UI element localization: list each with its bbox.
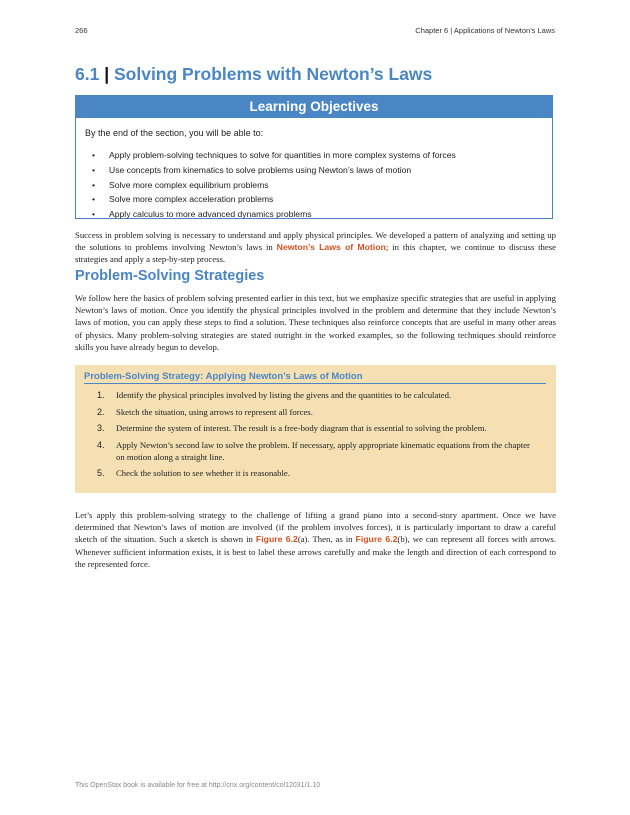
section-title-text: Solving Problems with Newton’s Laws [113,64,433,84]
strategy-box [75,365,556,493]
intro-paragraph: Success in problem solving is necessary to understand and apply physical principles. We developed a pattern of analyzing and setting up the solutions to problems involving Newton’s laws in Newton’s Laws of Motion; in this chapter, we continue to discuss these strategies and apply a step-by-step process. [75,230,556,265]
list-item: • Solve more complex acceleration problems [92,192,456,207]
figure-6-2-link[interactable]: Figure 6.2 [355,534,398,545]
learning-objectives-box [75,95,553,219]
section-title [75,64,432,85]
list-item: 4. Apply Newton’s second law to solve the problem. If necessary, apply appropriate kinematic equations from the chapter on motion along a straight line. [97,439,530,462]
subheading: Problem-Solving Strategies [75,268,265,284]
page-footer: This OpenStax book is available for free at http://cnx.org/content/col12031/1.10 [75,782,321,789]
strategy-steps [97,389,537,484]
page-number: 266 [75,26,88,35]
list-item: 3. Determine the system of interest. The result is a free-body diagram that is essential to solving the problem. [97,423,487,433]
learning-objectives-heading: Learning Objectives [76,96,552,118]
bullet-icon: • [92,194,96,205]
bullet-icon: • [92,209,96,220]
newtons-laws-link[interactable]: Newton’s Laws of Motion [276,242,386,253]
list-item: • Apply problem-solving techniques to solve for quantities in more complex systems of forces [92,148,456,163]
strategies-paragraph: We follow here the basics of problem solving presented earlier in this text, but we emphasize specific strategies that are useful in applying Newton’s laws of motion. Once you identify the physical principles involved in the problem and determine that they include Newton’s laws of motion, you can apply these steps to find a solution. These techniques also reinforce concepts that are useful in many other areas of physics. Many problem-solving strategies are stated outright in the worked examples, so the following techniques should reinforce skills you have already begun to develop. [75,293,556,352]
list-item: • Apply calculus to more advanced dynamics problems [92,207,456,222]
learning-objectives-list [92,148,456,222]
bullet-icon: • [92,150,96,160]
strategy-title: Problem-Solving Strategy: Applying Newton’s Laws of Motion [84,371,546,384]
closing-paragraph: Let’s apply this problem-solving strategy to the challenge of lifting a grand piano into a second-story apartment. Once we have determined that Newton’s laws of motion are involved (if the problem involves forces), it is particularly important to draw a careful sketch of the situation. Such a sketch is shown in Figure 6.2(a). Then, as in Figure 6.2(b), we can represent all forces with arrows. Whenever sufficient information exists, it is best to label these arrows carefully and make the length and direction of each correspond to the represented force. [75,510,556,569]
list-item: • Solve more complex equilibrium problems [92,178,456,193]
bullet-icon: • [92,179,96,190]
running-header: Chapter 6 | Applications of Newton's Laws [415,26,555,35]
section-separator: | [104,64,110,84]
list-item: 2. Sketch the situation, using arrows to represent all forces. [97,406,313,417]
list-item: 1. Identify the physical principles involved by listing the givens and the quantities to be calculated. [97,390,452,400]
list-item: 5. Check the solution to see whether it is reasonable. [97,468,290,478]
bullet-icon: • [92,164,96,175]
figure-6-2-link[interactable]: Figure 6.2 [255,534,298,545]
list-item: • Use concepts from kinematics to solve problems using Newton’s laws of motion [92,163,456,178]
learning-objectives-intro: By the end of the section, you will be able to: [85,128,264,138]
section-number: 6.1 [75,64,100,84]
